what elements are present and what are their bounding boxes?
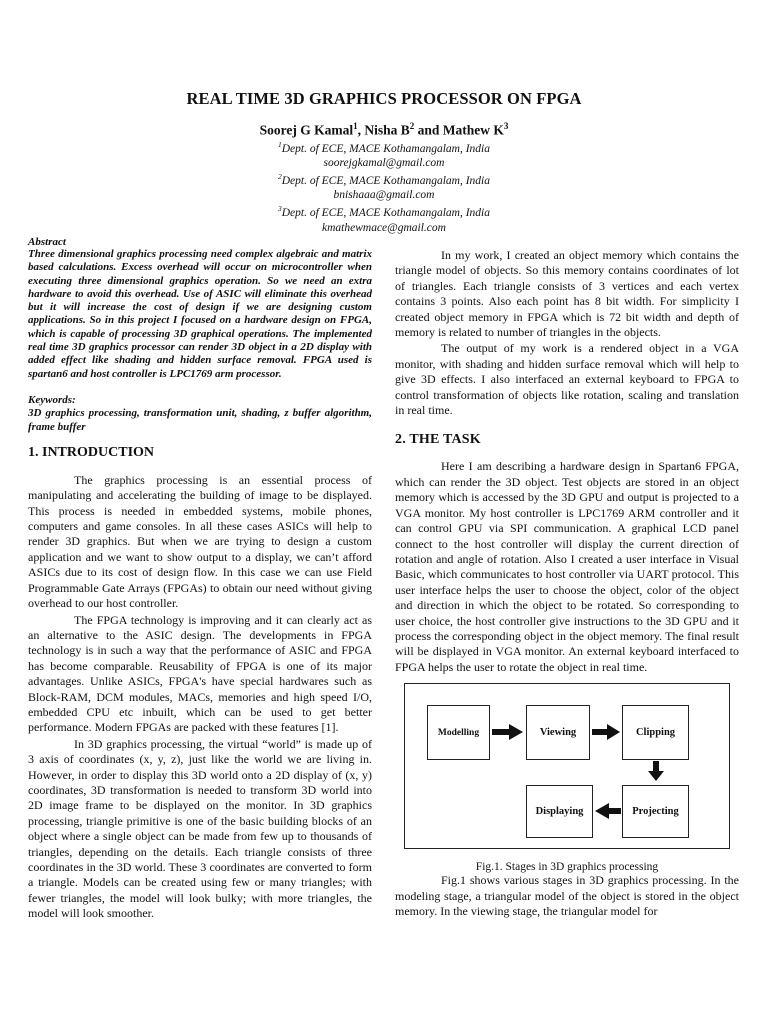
arrow-down-icon [648, 761, 664, 781]
intro-paragraph: The FPGA technology is improving and it can clearly act as an alternative to the ASIC design. The developments in FPGA technology is in such a way that the performance of ASIC and FPGA has become comparable. Reusability of FPGA is one of its major advantages. Unlike ASICs, FPGA's have special hardwares such as Block-RAM, DCM modules, MACs, memories and high speed I/O, embedded CPU etc inbuilt, which can be used to get better performance. Modern FPGAs are packed with these features [1]. [28, 612, 372, 735]
figure-caption: Fig.1. Stages in 3D graphics processing [475, 861, 659, 874]
stage-modelling: Modelling [427, 705, 490, 760]
affiliation-sup: 2 [277, 172, 282, 182]
paper-title: REAL TIME 3D GRAPHICS PROCESSOR ON FPGA [186, 89, 582, 108]
stage-displaying: Displaying [526, 785, 593, 838]
stage-clipping: Clipping [622, 705, 689, 760]
arrow-right-icon [592, 724, 620, 740]
author-sup: 1 [353, 121, 358, 131]
abstract-text: Three dimensional graphics processing need complex algebraic and matrix based calculations. Excess overhead will occur on microcontroller when executing three dimensional graphics operation. So we need an extra hardware to avoid this overhead. Use of ASIC will eliminate this overhead but it will increase the cost of design if we are designing custom applications. So in this project I focused on a hardware design on FPGA, which is capable of processing 3D graphical operations. The implemented real time 3D graphics processor can render 3D object in a 2D display with added effect like shading and hidden surface removal. FPGA used is spartan6 and host controller is LPC1769 arm processor. [28, 248, 372, 380]
section-heading-task: 2. THE TASK [395, 432, 481, 448]
affiliation-text: Dept. of ECE, MACE Kothamangalam, India [281, 207, 490, 220]
body-paragraph: In my work, I created an object memory which contains the triangle model of objects. So this memory contains coordinates of lot of triangles. Each triangle consists of 3 vertices and each vertex contains 3 points. Also each point has 8 bit width. For simplicity I created object memory in FPGA which is 72 bit width and depth of memory is related to number of triangles in the objects. [395, 248, 739, 340]
intro-paragraph: The graphics processing is an essential process of manipulating and accelerating the building of image to be displayed. This process is needed in embedded systems, mobile phones, computers and game consoles. In all these cases ASICs will help to render 3D graphics. But when we are trying to design a custom application and we want to show output to a display, we can’t afford ASICs due to its cost of design flow. In this case we can use Field Programmable Gate Arrays (FPGAs) to obtain our need without giving overhead to our host controller. [28, 472, 372, 611]
affiliation-dept [0, 202, 768, 220]
task-paragraph: Here I am describing a hardware design in Spartan6 FPGA, which can render the 3D object. Test objects are stored in an object memory which is accessed by the 3D GPU and output is projected to a VGA monitor. My host controller is LPC1769 ARM controller and it can control GPU via SPI communication. A graphical LCD panel connect to the host controller will display the current direction of rotation and angle of rotation. Also I created a user interface in Visual Basic, which communicates to host controller via UART protocol. This user interface helps the user to choose the object, color of the object and direction in which the object to be rotated. So corresponding to user choice, the host controller give instructions to the 3D GPU and it process the corresponding object in the object memory. The final result will be displayed in VGA monitor. An external keyboard interfaced to FPGA helps the user to rotate the object in real time. [395, 459, 739, 674]
intro-paragraph: In 3D graphics processing, the virtual “world” is made up of 3 axis of coordinates (x, y, z), just like the world we are living in. However, in order to display this 3D world onto a 2D display of (x, y) coordinates, 3D transformation is needed to transform 3D world into 2D image frame to be displayed on the monitor. In 3D graphics processing, triangle primitive is one of the basic building blocks of an object where a single object can be made from few up to thousands of triangles, depending on the details. Each triangle consists of three coordinates in the 3D world. These 3 coordinates are converted to form a triangle. Models can be created using few or many triangles; with fewer triangles, the model will look bulky; with more triangles, the model will look smoother. [28, 736, 372, 921]
body-paragraph: Fig.1 shows various stages in 3D graphics processing. In the modeling stage, a triangular model of the object is stored in the object memory. In the viewing stage, the triangular model for [395, 873, 739, 918]
left-column [28, 236, 372, 922]
stage-viewing: Viewing [526, 705, 590, 760]
section-heading-introduction: 1. INTRODUCTION [28, 444, 155, 460]
affiliation-email: bnishaaa@gmail.com [333, 189, 435, 202]
author-list: Soorej G Kamal$^1$, Nisha $B^2$ and Mathew $K^3$ [259, 121, 509, 138]
author-name: Mathew K [442, 122, 504, 138]
affiliation-dept [0, 138, 768, 156]
keywords-heading: Keywords: [28, 393, 76, 406]
affiliation-sup: 1 [277, 140, 282, 149]
keywords-text: 3D graphics processing, transformation unit, shading, z buffer algorithm, frame buffer [28, 407, 372, 433]
keywords-block [28, 394, 372, 434]
body-paragraph: The output of my work is a rendered object in a VGA monitor, with shading and hidden surface removal which will help to give 3D effects. I also interfaced an external keyboard to FPGA to control transformation of objects like rotation, scaling and translation in real time. [395, 341, 739, 418]
figure-arrows [405, 684, 731, 850]
author-sup: 3 [503, 121, 509, 131]
author-name: Soorej G Kamal [259, 122, 354, 138]
stage-projecting: Projecting [622, 785, 689, 838]
affiliation-sup: 3 [277, 204, 282, 214]
abstract-heading: Abstract [28, 236, 66, 248]
affiliation-email: soorejgkamal@gmail.com [323, 157, 445, 170]
right-column [395, 248, 739, 919]
author-name: Nisha B [364, 122, 410, 138]
figure-pipeline-diagram [404, 683, 730, 849]
affiliation-dept [0, 170, 768, 188]
author-sup: 2 [409, 121, 415, 131]
affiliation-text: Dept. of ECE, MACE Kothamangalam, India [281, 175, 490, 188]
arrow-right-icon [492, 724, 523, 740]
affiliation-text: Dept. of ECE, MACE Kothamangalam, India [281, 142, 490, 155]
affiliations [0, 138, 768, 235]
affiliation-email: kmathewmace@gmail.com [322, 221, 446, 234]
author-join: and [417, 122, 440, 138]
arrow-left-icon [595, 803, 621, 819]
